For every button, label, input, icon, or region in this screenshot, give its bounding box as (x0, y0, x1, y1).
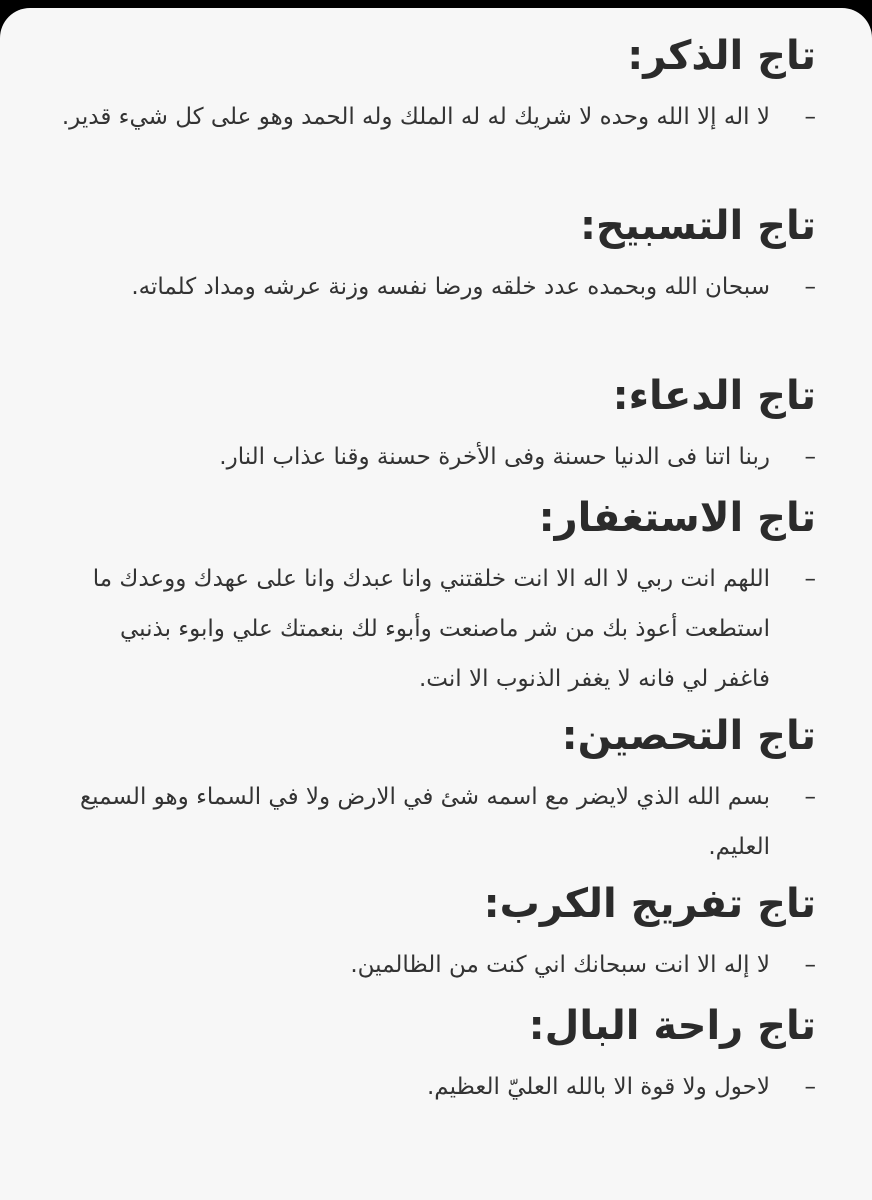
list-item (60, 432, 816, 482)
bullet-dash: – (804, 566, 816, 592)
list-item (60, 1062, 816, 1112)
section-heading: تاج الذكر: (627, 33, 816, 79)
section-rahat-albal (60, 998, 816, 1112)
section-heading: تاج الاستغفار: (538, 495, 816, 541)
bullet-dash: – (804, 1074, 816, 1100)
bullet-dash: – (804, 274, 816, 300)
section-dhikr (60, 28, 816, 142)
section-dua (60, 368, 816, 482)
list-item (60, 772, 816, 872)
section-tahseen (60, 708, 816, 872)
list-item (60, 940, 816, 990)
list-item (60, 554, 816, 704)
bullet-dash: – (804, 784, 816, 810)
section-tasbih (60, 198, 816, 312)
section-heading: تاج التحصين: (561, 713, 816, 759)
document-page (0, 8, 872, 1200)
list-item (60, 262, 816, 312)
item-text: بسم الله الذي لايضر مع اسمه شئ في الارض ولا في السماء وهو السميع العليم. (79, 784, 770, 860)
item-text: اللهم انت ربي لا اله الا انت خلقتني وانا عبدك وانا على عهدك ووعدك ما استطعت أعوذ بك من شر ماصنعت وأبوء لك بنعمتك علي وابوء بذنبي فاغفر لي فانه لا يغفر الذنوب الا انت. (92, 566, 770, 692)
item-text: ربنا اتنا فى الدنيا حسنة وفى الأخرة حسنة وقنا عذاب النار. (219, 444, 770, 470)
bullet-dash: – (804, 444, 816, 470)
section-heading: تاج تفريج الكرب: (483, 881, 816, 927)
section-heading: تاج التسبيح: (579, 203, 816, 249)
section-istighfar (60, 490, 816, 704)
item-text: لاحول ولا قوة الا بالله العليّ العظيم. (426, 1074, 770, 1100)
bullet-dash: – (804, 104, 816, 130)
item-text: سبحان الله وبحمده عدد خلقه ورضا نفسه وزنة عرشه ومداد كلماته. (131, 274, 770, 300)
item-text: لا اله إلا الله وحده لا شريك له له الملك وله الحمد وهو على كل شيء قدير. (61, 104, 770, 130)
section-tafreej (60, 876, 816, 990)
item-text: لا إله الا انت سبحانك اني كنت من الظالمين. (350, 952, 770, 978)
list-item (60, 92, 816, 142)
section-heading: تاج الدعاء: (612, 373, 816, 419)
section-heading: تاج راحة البال: (528, 1003, 816, 1049)
bullet-dash: – (804, 952, 816, 978)
